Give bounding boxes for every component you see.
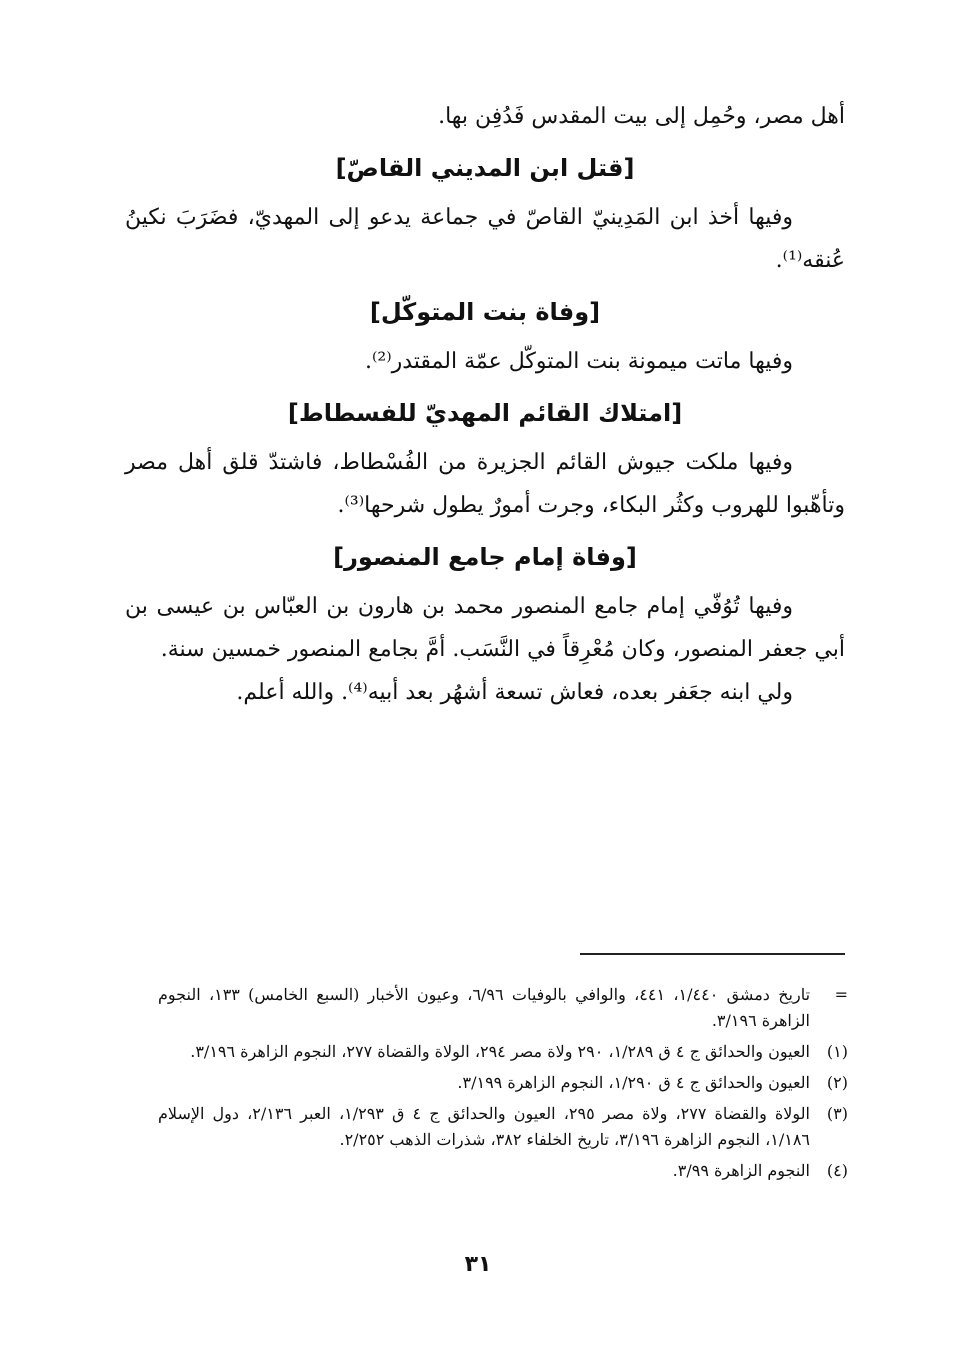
paragraph-5: ولي ابنه جعَفر بعده، فعاش تسعة أشهُر بعد أبيه⁽⁴⁾. والله أعلم. bbox=[236, 680, 793, 705]
footnote-item bbox=[158, 1158, 848, 1184]
footnote-mark: (٣) bbox=[826, 1104, 848, 1123]
section-heading-1: [قتل ابن المديني القاصّ] bbox=[335, 154, 635, 182]
footnote-mark: (٤) bbox=[826, 1161, 848, 1180]
footnote-item bbox=[158, 1039, 848, 1065]
footnote-text: النجوم الزاهرة ٣/٩٩. bbox=[672, 1161, 810, 1180]
footnote-text: تاريخ دمشق ١/٤٤٠، ٤٤١، والوافي بالوفيات ٦/٩٦، وعيون الأخبار (السبع الخامس) ١٣٣، النجوم الزاهرة ٣/١٩٦. bbox=[158, 985, 811, 1030]
paragraph-1: وفيها أخذ ابن المَدِينيّ القاصّ في جماعة يدعو إلى المهديّ، فضَرَبَ نكينُ عُنقه⁽¹⁾. bbox=[125, 205, 845, 273]
footnote-mark: = bbox=[834, 985, 848, 1004]
footnote-item bbox=[158, 1101, 848, 1153]
footnote-item bbox=[158, 982, 848, 1034]
main-text bbox=[125, 95, 845, 714]
section-heading-4: [وفاة إمام جامع المنصور] bbox=[333, 543, 637, 571]
footnote-separator bbox=[580, 953, 845, 955]
section-heading-3: [امتلاك القائم المهديّ للفسطاط] bbox=[287, 399, 683, 427]
section-heading-2: [وفاة بنت المتوكّل] bbox=[369, 298, 601, 326]
page-number: ٣١ bbox=[464, 1252, 492, 1277]
footnote-text: العيون والحدائق ج ٤ ق ١/٢٩٠، النجوم الزاهرة ٣/١٩٩. bbox=[457, 1073, 810, 1092]
footnotes bbox=[158, 982, 848, 1189]
paragraph-4: وفيها تُوُفّي إمام جامع المنصور محمد بن هارون بن العبّاس بن عيسى بن أبي جعفر المنصور، وكان مُعْرِقاً في النَّسَب. أمَّ بجامع المنصور خمسين سنة. bbox=[125, 594, 845, 662]
footnote-text: العيون والحدائق ج ٤ ق ١/٢٨٩، ٢٩٠ ولاة مصر ٢٩٤، الولاة والقضاة ٢٧٧، النجوم الزاهرة ٣/١٩٦. bbox=[190, 1042, 810, 1061]
footnote-mark: (١) bbox=[826, 1042, 848, 1061]
intro-paragraph: أهل مصر، وحُمِل إلى بيت المقدس فَدُفِن بها. bbox=[438, 104, 845, 129]
paragraph-2: وفيها ماتت ميمونة بنت المتوكّل عمّة المقتدر⁽²⁾. bbox=[364, 349, 793, 374]
footnote-text: الولاة والقضاة ٢٧٧، ولاة مصر ٢٩٥، العيون والحدائق ج ٤ ق ١/٢٩٣، العبر ٢/١٣٦، دول الإسلام ١/١٨٦، النجوم الزاهرة ٣/١٩٦، تاريخ الخلفاء ٣٨٢، شذرات الذهب ٢/٢٥٢. bbox=[158, 1104, 811, 1149]
footnote-mark: (٢) bbox=[826, 1073, 848, 1092]
footnote-item bbox=[158, 1070, 848, 1096]
paragraph-3: وفيها ملكت جيوش القائم الجزيرة من الفُسْطاط، فاشتدّ قلق أهل مصر وتأهّبوا للهروب وكثُر البكاء، وجرت أمورٌ يطول شرحها⁽³⁾. bbox=[125, 450, 845, 518]
